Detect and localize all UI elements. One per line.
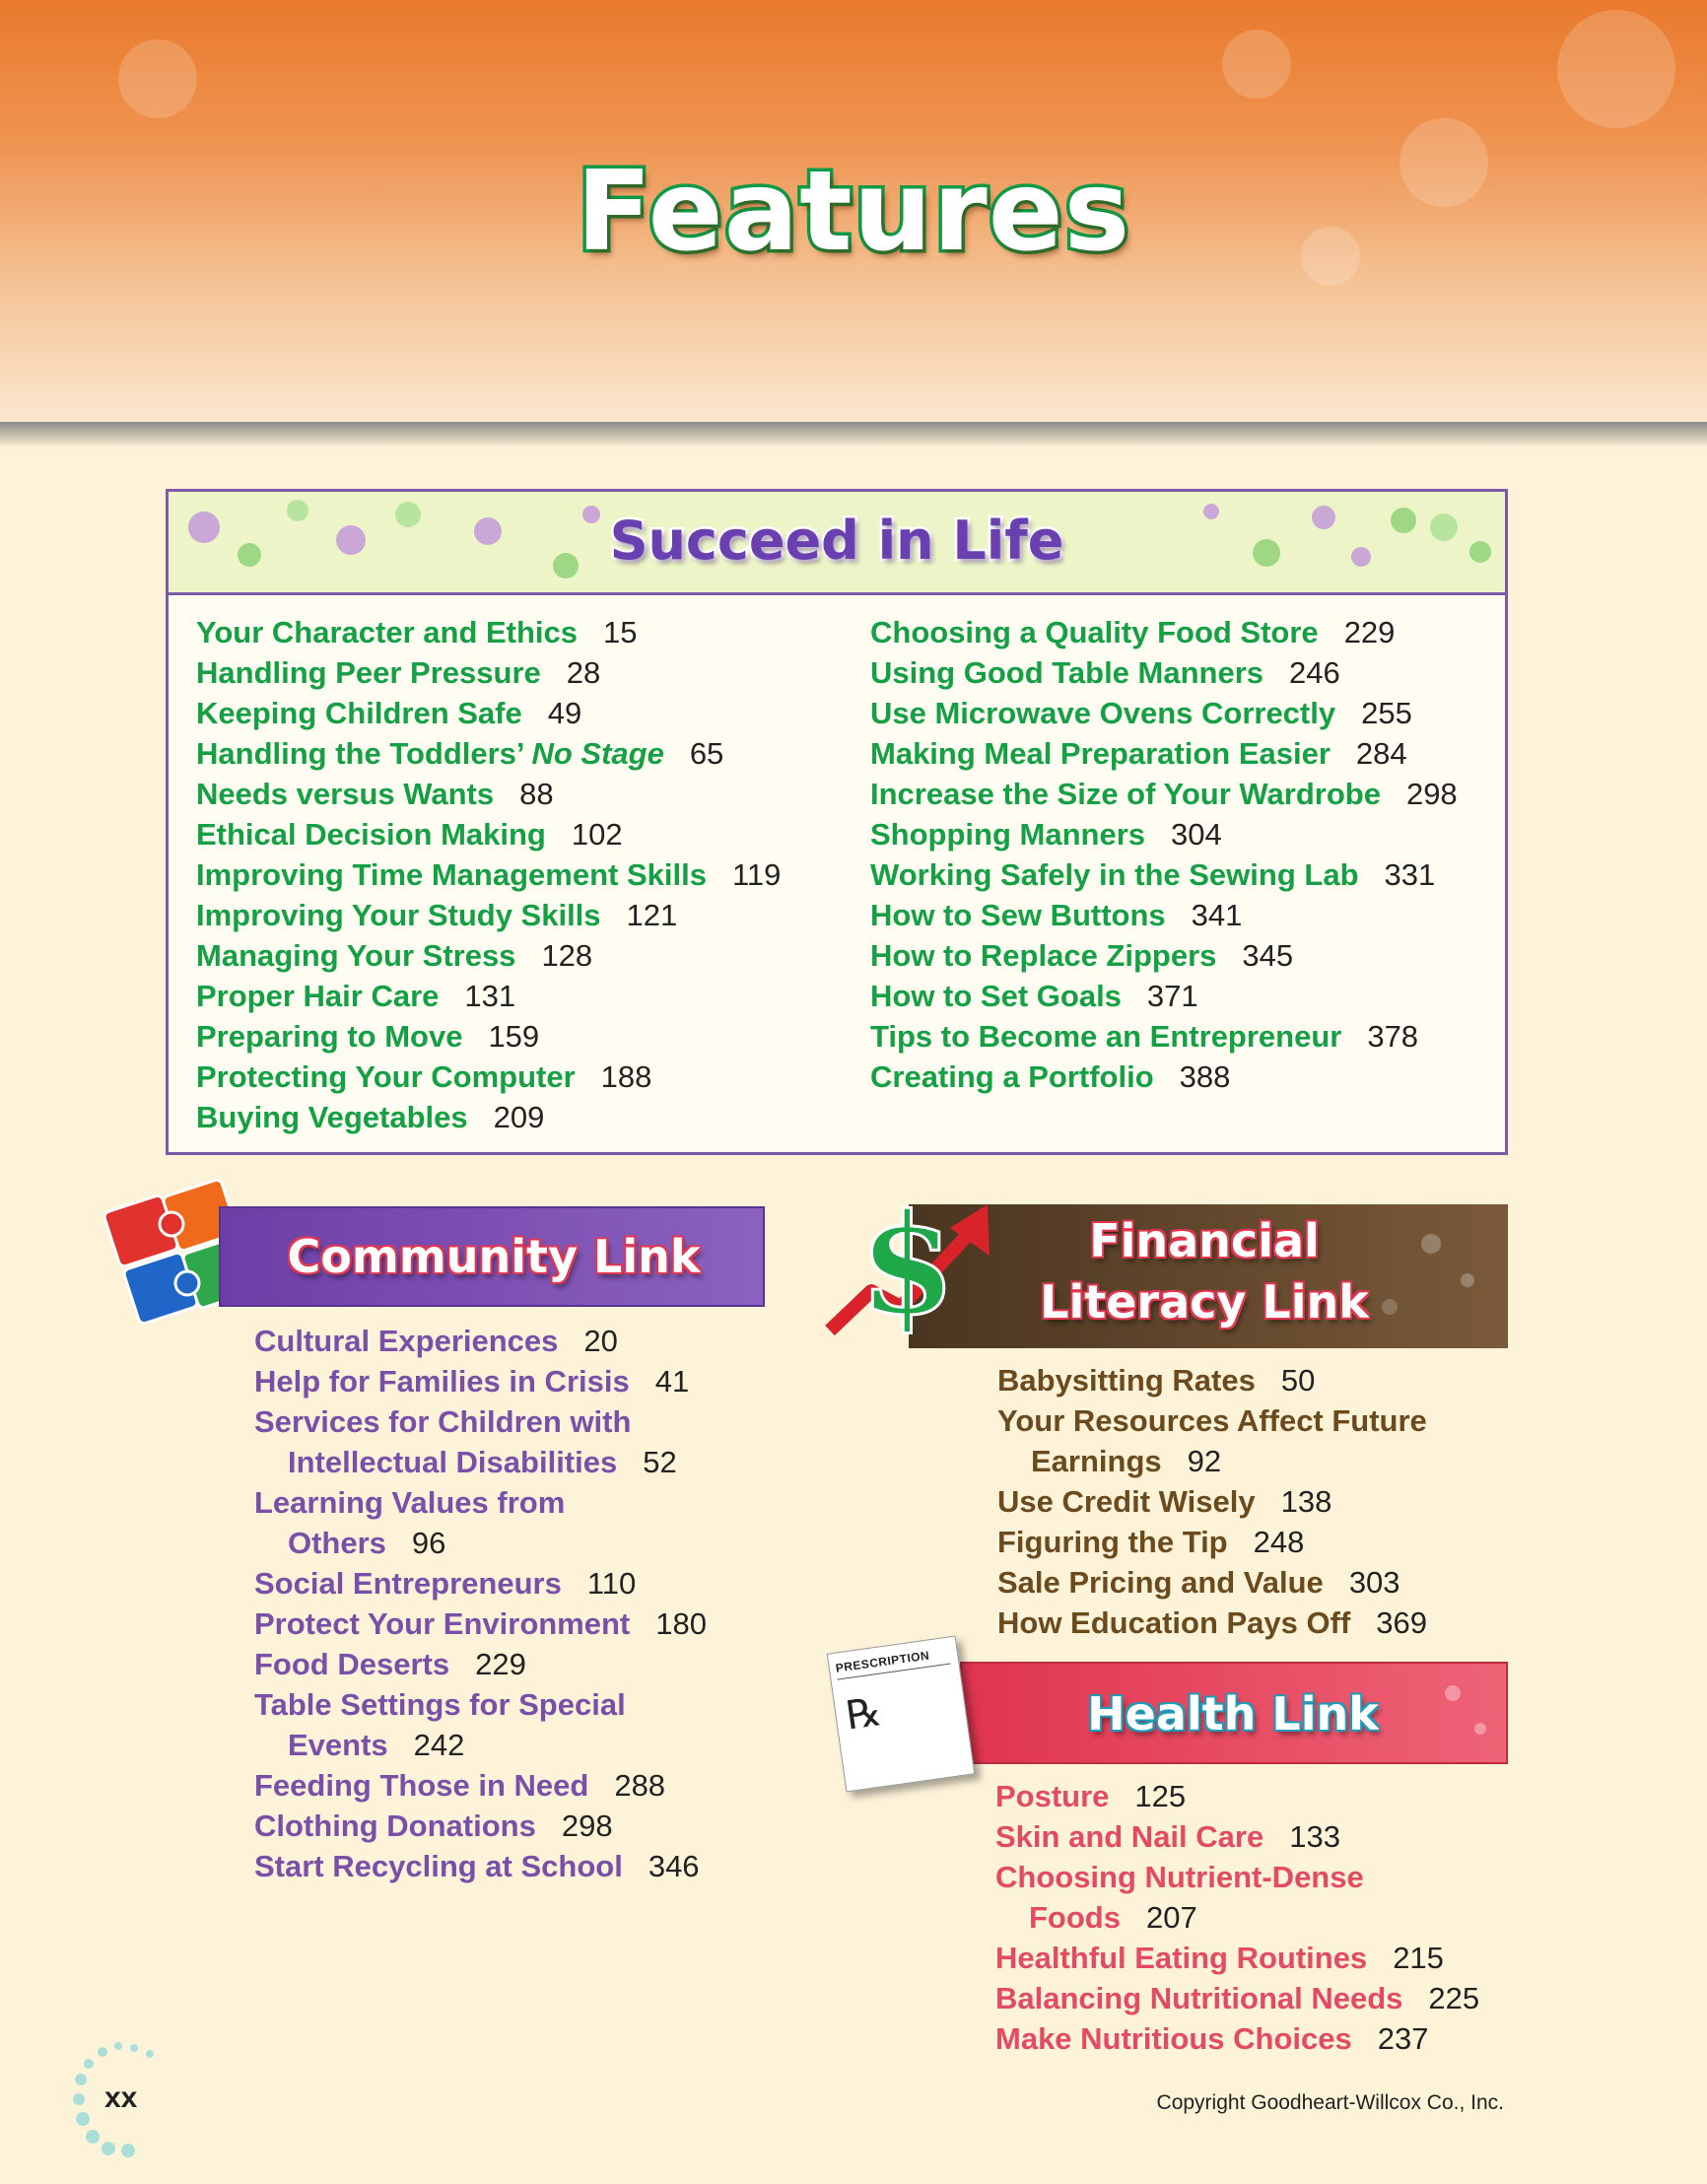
feature-entry — [196, 854, 781, 895]
feature-entry-page: 138 — [1280, 1484, 1332, 1519]
feature-entry — [995, 1857, 1479, 1897]
succeed-right-list — [870, 612, 1458, 1097]
feature-entry — [870, 814, 1458, 854]
feature-entry-title: How to Replace Zippers — [870, 938, 1217, 973]
feature-entry-title: Preparing to Move — [196, 1019, 463, 1054]
feature-entry — [196, 612, 781, 652]
feature-entry — [997, 1481, 1427, 1522]
feature-entry-page: 371 — [1146, 979, 1198, 1013]
feature-entry-page: 125 — [1134, 1779, 1187, 1813]
feature-entry-page: 388 — [1179, 1059, 1231, 1094]
feature-entry-title: Table Settings for Special — [254, 1687, 626, 1722]
feature-entry — [196, 693, 781, 733]
feature-entry — [870, 976, 1458, 1016]
feature-entry — [254, 1806, 707, 1846]
prescription-label: PRESCRIPTION — [834, 1648, 930, 1675]
feature-entry-page: 159 — [488, 1019, 540, 1054]
feature-entry-page: 304 — [1171, 817, 1222, 852]
feature-entry-title: Ethical Decision Making — [196, 817, 546, 852]
feature-entry-page: 288 — [614, 1768, 666, 1803]
feature-entry-title: Others — [288, 1526, 386, 1560]
feature-entry-title: Making Meal Preparation Easier — [870, 736, 1331, 771]
feature-entry-page: 345 — [1242, 938, 1294, 973]
feature-entry-title: Posture — [995, 1779, 1110, 1813]
feature-entry-page: 209 — [493, 1100, 545, 1134]
feature-entry-page: 229 — [475, 1647, 526, 1681]
bokeh-decoration — [1557, 10, 1675, 128]
feature-entry-title: Needs versus Wants — [196, 777, 495, 811]
feature-entry — [870, 895, 1458, 935]
feature-entry — [196, 1057, 781, 1097]
succeed-left-list — [196, 612, 781, 1137]
feature-entry — [196, 733, 781, 774]
community-link-list — [254, 1321, 707, 1886]
page-number: xx — [104, 2082, 138, 2114]
feature-entry-title: Start Recycling at School — [254, 1849, 623, 1883]
feature-entry-title: Balancing Nutritional Needs — [995, 1981, 1403, 2015]
feature-entry — [254, 1401, 707, 1442]
feature-entry-page: 131 — [464, 979, 516, 1013]
feature-entry — [196, 814, 781, 854]
banner-shadow — [0, 422, 1707, 447]
dot-decoration — [1421, 1234, 1441, 1254]
feature-entry-title: How to Set Goals — [870, 979, 1122, 1013]
feature-entry-page: 237 — [1377, 2021, 1429, 2056]
feature-entry-page: 28 — [566, 655, 601, 690]
feature-entry-title: Proper Hair Care — [196, 979, 440, 1013]
feature-entry-title: Shopping Manners — [870, 817, 1145, 852]
feature-entry-page: 246 — [1289, 655, 1340, 690]
feature-entry-page: 255 — [1361, 696, 1412, 730]
feature-entry — [995, 1938, 1479, 1978]
feature-entry — [870, 612, 1458, 652]
bokeh-decoration — [118, 39, 197, 118]
feature-entry — [870, 1057, 1458, 1097]
copyright-notice: Copyright Goodheart-Willcox Co., Inc. — [1156, 2091, 1504, 2114]
feature-entry-title: Events — [288, 1728, 388, 1762]
financial-literacy-title-line2: Literacy Link — [1040, 1275, 1369, 1329]
feature-entry-title: Social Entrepreneurs — [254, 1566, 562, 1601]
feature-entry-title: Protecting Your Computer — [196, 1059, 576, 1094]
feature-entry-page: 102 — [571, 817, 623, 852]
feature-entry-page: 369 — [1376, 1605, 1428, 1640]
feature-entry-page: 180 — [655, 1606, 707, 1641]
health-link-header — [960, 1662, 1508, 1764]
feature-entry — [254, 1846, 707, 1886]
feature-entry-title: How Education Pays Off — [997, 1605, 1351, 1640]
feature-entry-title: Choosing Nutrient-Dense — [995, 1860, 1364, 1894]
succeed-in-life-box — [166, 489, 1508, 1155]
feature-entry — [254, 1361, 707, 1401]
feature-entry-title: Your Resources Affect Future — [997, 1403, 1427, 1438]
feature-entry-title: Clothing Donations — [254, 1809, 536, 1843]
feature-entry-title: Using Good Table Manners — [870, 655, 1264, 690]
feature-entry — [870, 935, 1458, 976]
feature-entry-page: 341 — [1191, 898, 1243, 932]
feature-entry-title: Healthful Eating Routines — [995, 1941, 1368, 1975]
feature-entry-title: Babysitting Rates — [997, 1363, 1256, 1398]
bokeh-decoration — [1222, 30, 1291, 99]
feature-entry-page: 303 — [1348, 1565, 1400, 1600]
feature-entry-title: Figuring the Tip — [997, 1525, 1228, 1559]
feature-entry — [870, 733, 1458, 774]
feature-entry — [254, 1523, 707, 1563]
feature-entry-title: Sale Pricing and Value — [997, 1565, 1324, 1600]
feature-entry-title: Creating a Portfolio — [870, 1059, 1154, 1094]
feature-entry-page: 92 — [1187, 1444, 1222, 1478]
feature-entry-title: Keeping Children Safe — [196, 696, 522, 730]
feature-entry-title: Tips to Become an Entrepreneur — [870, 1019, 1342, 1054]
feature-entry-title: Protect Your Environment — [254, 1606, 631, 1641]
feature-entry-title: Make Nutritious Choices — [995, 2021, 1352, 2056]
feature-entry — [254, 1604, 707, 1644]
feature-entry — [995, 1897, 1479, 1938]
feature-entry-page: 15 — [603, 615, 638, 649]
feature-entry — [196, 774, 781, 814]
feature-entry-page: 378 — [1367, 1019, 1419, 1054]
feature-entry-title: Improving Time Management Skills — [196, 857, 707, 892]
feature-entry-title: Cultural Experiences — [254, 1324, 559, 1358]
feature-entry-page: 65 — [689, 736, 724, 771]
feature-entry — [997, 1441, 1427, 1481]
feature-entry-page: 346 — [648, 1849, 700, 1883]
feature-entry — [254, 1442, 707, 1482]
dollar-growth-arrow-icon — [822, 1185, 999, 1342]
feature-entry-page: 242 — [413, 1728, 465, 1762]
feature-entry — [196, 1097, 781, 1137]
feature-entry-page: 207 — [1146, 1900, 1197, 1935]
feature-entry-title: Intellectual Disabilities — [288, 1445, 618, 1479]
feature-entry — [995, 1978, 1479, 2018]
feature-entry — [870, 854, 1458, 895]
feature-entry — [254, 1684, 707, 1725]
feature-entry — [995, 1776, 1479, 1816]
feature-entry — [997, 1562, 1427, 1603]
feature-entry-page: 96 — [411, 1526, 446, 1560]
feature-entry — [870, 774, 1458, 814]
feature-entry-title: Learning Values from — [254, 1485, 566, 1520]
feature-entry-title-italic: No Stage — [531, 736, 664, 771]
feature-entry-page: 88 — [519, 777, 554, 811]
feature-entry-page: 248 — [1253, 1525, 1305, 1559]
feature-entry — [870, 652, 1458, 693]
feature-entry-page: 128 — [541, 938, 593, 973]
feature-entry-title: Handling the Toddlers’ — [196, 736, 532, 771]
feature-entry — [997, 1360, 1427, 1400]
feature-entry — [995, 2018, 1479, 2059]
feature-entry-title: Managing Your Stress — [196, 938, 516, 973]
feature-entry — [196, 895, 781, 935]
health-link-list — [995, 1776, 1479, 2059]
feature-entry — [254, 1725, 707, 1765]
feature-entry — [254, 1563, 707, 1604]
feature-entry — [997, 1522, 1427, 1562]
page-title: Features — [576, 148, 1131, 276]
feature-entry-title: Improving Your Study Skills — [196, 898, 601, 932]
feature-entry-title: Choosing a Quality Food Store — [870, 615, 1319, 649]
svg-text:$: $ — [859, 1185, 956, 1342]
feature-entry-page: 50 — [1280, 1363, 1316, 1398]
rx-symbol: ℞ — [843, 1688, 885, 1740]
community-link-header — [219, 1206, 765, 1307]
feature-entry — [196, 1016, 781, 1057]
feature-entry — [196, 935, 781, 976]
dot-decoration — [1474, 1723, 1486, 1735]
feature-entry-title: Use Credit Wisely — [997, 1484, 1256, 1519]
feature-entry-title: Earnings — [1031, 1444, 1162, 1478]
dot-decoration — [1461, 1273, 1474, 1287]
feature-entry-page: 331 — [1384, 857, 1436, 892]
feature-entry-page: 20 — [583, 1324, 618, 1358]
feature-entry-page: 41 — [654, 1364, 690, 1399]
succeed-in-life-header — [169, 492, 1505, 595]
community-link-title: Community Link — [287, 1230, 701, 1283]
prescription-card-icon — [827, 1636, 975, 1793]
feature-entry — [196, 976, 781, 1016]
feature-entry-title: Handling Peer Pressure — [196, 655, 541, 690]
health-link-title: Health Link — [1087, 1687, 1379, 1740]
feature-entry — [997, 1400, 1427, 1441]
feature-entry-title: Foods — [1029, 1900, 1121, 1935]
feature-entry-title: Services for Children with — [254, 1404, 632, 1439]
feature-entry-title: Working Safely in the Sewing Lab — [870, 857, 1359, 892]
feature-entry-page: 215 — [1393, 1941, 1444, 1975]
feature-entry-title: Use Microwave Ovens Correctly — [870, 696, 1336, 730]
feature-entry-title: Help for Families in Crisis — [254, 1364, 630, 1399]
succeed-in-life-title: Succeed in Life — [609, 510, 1064, 572]
feature-entry-page: 188 — [600, 1059, 652, 1094]
feature-entry-page: 229 — [1343, 615, 1396, 649]
feature-entry-page: 110 — [586, 1566, 637, 1601]
feature-entry-page: 284 — [1355, 736, 1407, 771]
feature-entry-title: Food Deserts — [254, 1647, 450, 1681]
feature-entry — [870, 693, 1458, 733]
feature-entry — [254, 1482, 707, 1523]
financial-literacy-list — [997, 1360, 1427, 1643]
feature-entry — [254, 1765, 707, 1806]
feature-entry-page: 121 — [626, 898, 678, 932]
feature-entry-page: 225 — [1428, 1981, 1480, 2015]
feature-entry — [254, 1644, 707, 1684]
feature-entry-title: Your Character and Ethics — [196, 615, 579, 649]
feature-entry-page: 49 — [547, 696, 582, 730]
feature-entry — [254, 1321, 707, 1361]
feature-entry — [995, 1816, 1479, 1857]
feature-entry-page: 298 — [1405, 777, 1458, 811]
feature-entry-title: Increase the Size of Your Wardrobe — [870, 777, 1381, 811]
financial-literacy-title-line1: Financial — [1089, 1214, 1320, 1267]
feature-entry — [997, 1603, 1427, 1643]
feature-entry-title: How to Sew Buttons — [870, 898, 1166, 932]
feature-entry-page: 133 — [1289, 1819, 1340, 1854]
feature-entry-page: 52 — [643, 1445, 677, 1479]
feature-entry-page: 119 — [731, 857, 782, 892]
feature-entry-title: Buying Vegetables — [196, 1100, 468, 1134]
feature-entry — [196, 652, 781, 693]
feature-entry — [870, 1016, 1458, 1057]
feature-entry-page: 298 — [561, 1809, 613, 1843]
feature-entry-title: Skin and Nail Care — [995, 1819, 1264, 1854]
feature-entry-title: Feeding Those in Need — [254, 1768, 589, 1803]
